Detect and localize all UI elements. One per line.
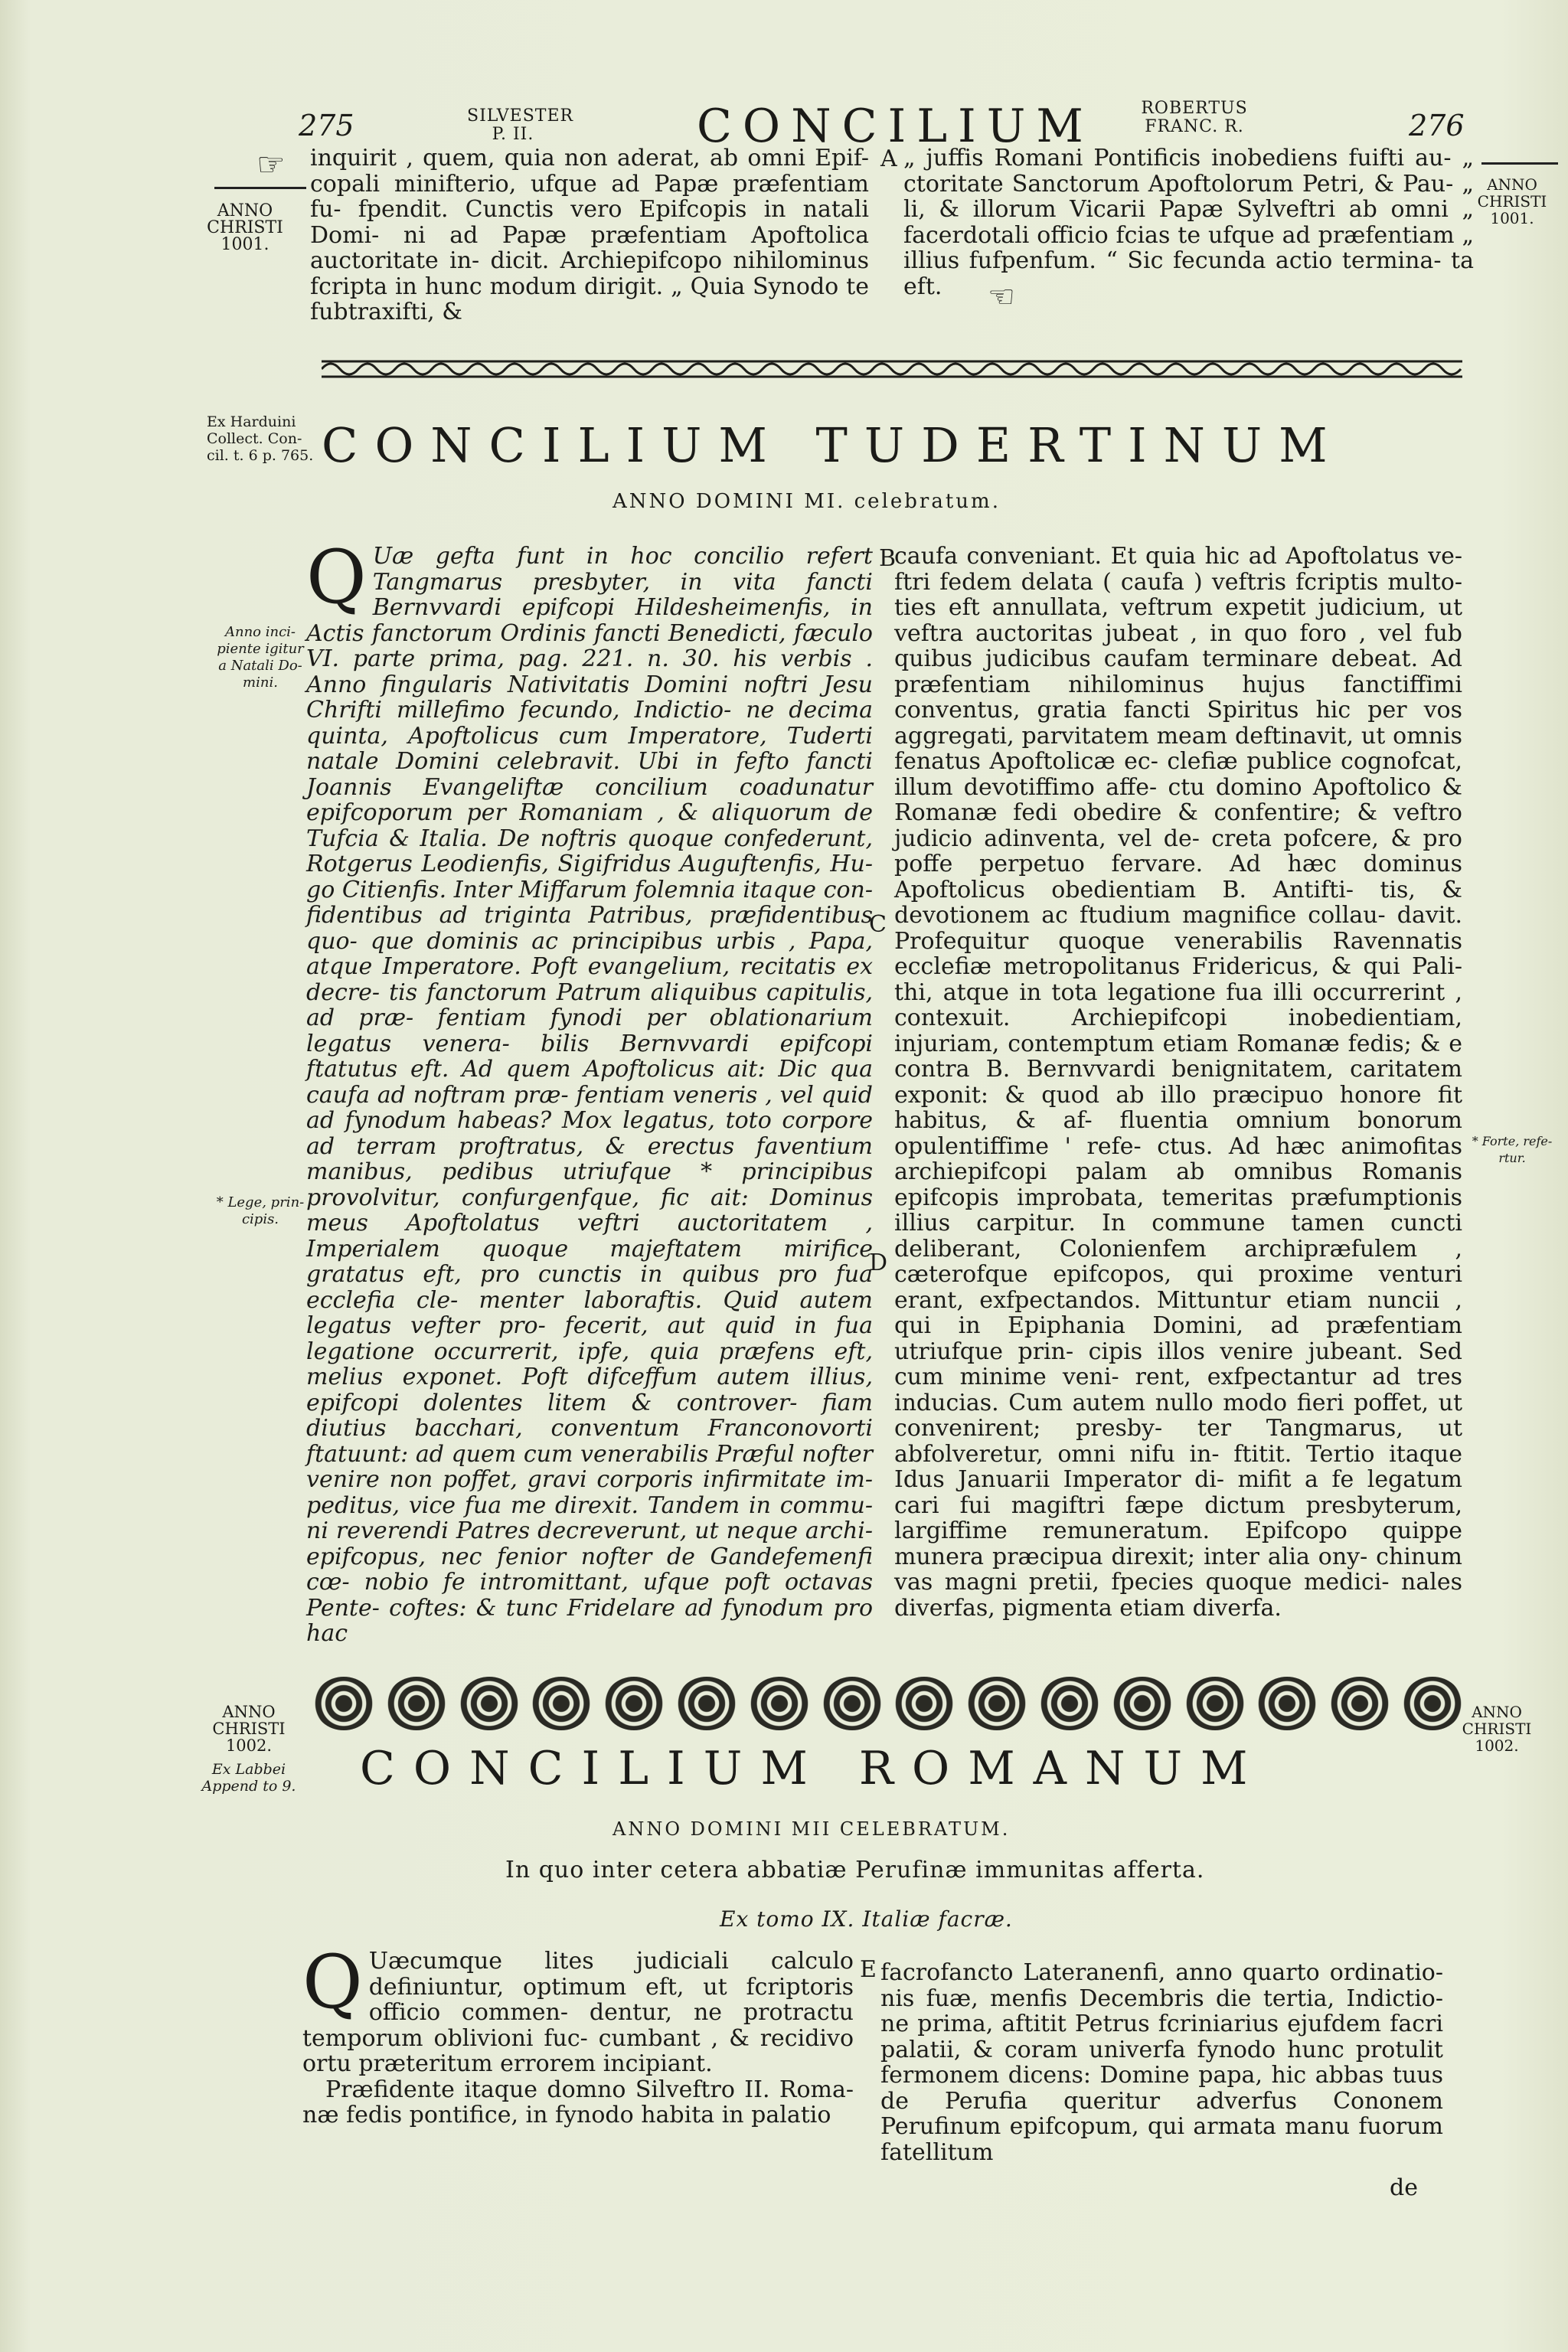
- romanum-summary-line: In quo inter cetera abbatiæ Perufinæ immunitas afferta.: [505, 1857, 1205, 1883]
- rosette-ornament: [1403, 1677, 1462, 1730]
- section-title-tudertinum: CONCILIUM TUDERTINUM: [322, 417, 1344, 473]
- pointing-hand-icon: ☞: [256, 145, 286, 183]
- romanum-left-paragraph-2: Præfidente itaque domno Silveftro II. Roma- næ fedis pontifice, in fynodo habita in palatio: [302, 2076, 854, 2128]
- running-head-title: CONCILIUM: [697, 100, 1094, 153]
- right-label-line-2: FRANC. R.: [1145, 117, 1244, 136]
- ornament-rule: [322, 358, 1462, 380]
- margin-note-forte: * Forte, refe- rtur.: [1472, 1134, 1553, 1165]
- top-margin-year-right: ANNO CHRISTI 1001.: [1477, 175, 1547, 227]
- rosette-ornament-band: [314, 1669, 1462, 1738]
- rosette-ornament: [1257, 1677, 1317, 1730]
- rosette-ornament: [531, 1677, 591, 1730]
- section-title-romanum: CONCILIUM ROMANUM: [360, 1742, 1266, 1795]
- rosette-ornament: [1330, 1677, 1390, 1730]
- margin-rule: [214, 187, 306, 189]
- section-subtitle-tudertinum: ANNO DOMINI MI. celebratum.: [612, 490, 1001, 513]
- drop-cap: Q: [306, 534, 367, 620]
- column-marker-c: C: [869, 911, 887, 938]
- romanum-source-line: Ex tomo IX. Italiæ facræ.: [720, 1906, 1013, 1932]
- romanum-left-column: [302, 1939, 854, 2128]
- rosette-ornament: [677, 1677, 737, 1730]
- source-note-harduin: Ex Harduini Collect. Con- cil. t. 6 p. 765.: [207, 413, 314, 464]
- rosette-ornament: [604, 1677, 664, 1730]
- romanum-left-paragraph-1: Uæcumque lites judiciali calculo definiuntur, optimum eft, ut fcriptoris officio commen- dentur, ne protractu temporum oblivioni fuc- cumbant , & recidivo ortu præteritum errorem incipiant.: [302, 1948, 854, 2077]
- pointing-hand-icon: ☜: [988, 279, 1015, 315]
- top-right-column: „ juffis Romani Pontificis inobediens fuifti au- „ ctoritate Sanctorum Apoftolorum Petri, & Pau- „ li, & illorum Vicarii Papæ Sylveftri ab omni „ facerdotali officio fcias te ufque ad præfentiam „ illius fufpenfum. “ Sic fecunda actio termina- ta eft.: [903, 145, 1474, 300]
- top-left-column: inquirit , quem, quia non aderat, ab omni Epif- copali minifterio, ufque ad Papæ præfentiam fu- fpendit. Cunctis vero Epifcopis in natali Domi- ni ad Papæ præfentiam Apoftolica auctoritate in- dicit. Archiepifcopo nihilominus fcripta in hunc modum dirigit. „ Quia Synodo te fubtraxifti, &: [310, 145, 869, 325]
- rosette-ornament: [894, 1677, 954, 1730]
- column-marker-a: A: [880, 145, 897, 172]
- tudertinum-left-text: Uæ gefta funt in hoc concilio refert Tangmarus presbyter, in vita fancti Bernvvardi epifcopi Hildesheimenfis, in Actis fanctorum Ordinis fancti Benedicti, fæculo VI. parte prima, pag. 221. n. 30. his verbis . Anno fingularis Nativitatis Domini noftri Jesu Chrifti millefimo fecundo, Indictio- ne decima quinta, Apoftolicus cum Imperatore, Tuderti natale Domini celebravit. Ubi in fefto fancti Joannis Evangeliftæ concilium coadunatur epifcoporum per Romaniam , & aliquorum de Tufcia & Italia. De noftris quoque confederunt, Rotgerus Leodienfis, Sigifridus Auguftenfis, Hu- go Citienfis. Inter Miffarum folemnia itaque con- fidentibus ad triginta Patribus, præfidentibus quo- que dominis ac principibus urbis , Papa, atque Imperatore. Poft evangelium, recitatis ex decre- tis fanctorum Patrum aliquibus capitulis, ad præ- fentiam fynodi per oblationarium legatus venera- bilis Bernvvardi epifcopi ftatutus eft. Ad quem Apoftolicus ait: Dic qua caufa ad noftram præ- fentiam veneris , vel quid ad fynodum habeas? Mox legatus, toto corpore ad terram proftratus, & erectus faventium manibus, pedibus utriufque * principibus provolvitur, confurgenfque, fic ait: Dominus meus Apoftolatus veftri auctoritatem , Imperialem quoque majeftatem mirifice gratatus eft, pro cunctis in quibus pro fua ecclefia cle- menter laboraftis. Quid autem legatus vefter pro- fecerit, aut quid in fua legatione occurrerit, ipfe, quia præfens eft, melius exponet. Poft difceffum autem illius, epifcopi dolentes litem & controver- fiam diutius bacchari, conventum Franconovorti ftatuunt: ad quem cum venerabilis Præful nofter venire non poffet, gravi corporis infirmitate im- peditus, vice fua me direxit. Tandem in commu- ni reverendi Patres decreverunt, ut neque archi- epifcopus, nec fenior nofter de Gandefemenfi cœ- nobio fe intromittant, ufque poft octavas Pente- coftes: & tunc Fridelare ad fynodum pro hac: [306, 543, 873, 1647]
- rosette-ornament: [967, 1677, 1027, 1730]
- margin-note-anno: Anno inci- piente igitur a Natali Do- mini.: [217, 624, 304, 691]
- rosette-ornament: [750, 1677, 809, 1730]
- top-margin-year-left: ANNO CHRISTI 1001.: [207, 201, 283, 254]
- catchword: de: [1390, 2174, 1418, 2201]
- margin-note-lege: * Lege, prin- cipis.: [216, 1194, 305, 1227]
- tudertinum-left-column: [306, 534, 873, 1647]
- right-label-line-1: ROBERTUS: [1141, 99, 1248, 118]
- page-number-left: 275: [299, 109, 354, 142]
- rosette-ornament: [314, 1677, 374, 1730]
- running-head-left-label: [467, 106, 574, 144]
- rosette-ornament: [1040, 1677, 1099, 1730]
- romanum-source-note: Ex Labbei Append to 9.: [201, 1761, 296, 1795]
- margin-rule: [1481, 162, 1558, 165]
- romanum-margin-year-right: ANNO CHRISTI 1002.: [1462, 1703, 1532, 1755]
- page-number-right: 276: [1409, 109, 1465, 142]
- rosette-ornament: [387, 1677, 446, 1730]
- romanum-right-column: facrofancto Lateranenfi, anno quarto ordinatio- nis fuæ, menfis Decembris die tertia, Indictio- ne prima, aftitit Petrus fcriniarius ejufdem facri palatii, & coram univerfa fynodo hunc protulit fermonem dicens: Domine papa, hic abbas tuus de Perufia queritur adverfus Cononem Perufinum epifcopum, qui armata manu fuorum fatellitum: [880, 1959, 1443, 2166]
- rosette-ornament: [1112, 1677, 1172, 1730]
- column-marker-b: B: [879, 545, 897, 572]
- rosette-ornament: [459, 1677, 519, 1730]
- left-label-line-2: P. II.: [492, 125, 534, 144]
- tudertinum-right-column: caufa conveniant. Et quia hic ad Apoftolatus ve- ftri fedem delata ( caufa ) veftris fcriptis multo- ties eft annullata, veftrum expetit judicium, ut veftra auctoritas jubeat , in quo foro , vel fub quibus judicibus caufam terminare debeat. Ad præfentiam nihilominus hujus fanctiffimi conventus, gratia fancti Spiritus hic per vos aggregati, parvitatem meam deftinavit, ut omnis fenatus Apoftolicæ ec- clefiæ publice cognofcat, illum devotiffimo affe- ctu domino Apoftolico & Romanæ fedi obedire & confentire; & veftro judicio adinventa, vel de- creta pofcere, & pro poffe perpetuo fervare. Ad hæc dominus Apoftolicus obedientiam B. Antifti- tis, & devotionem ac ftudium magnifice collau- davit. Profequitur quoque venerabilis Ravennatis ecclefiæ metropolitanus Fridericus, & qui Pali- thi, atque in tota legatione fua illi occurrerint , contexuit. Archiepifcopi inobedientiam, injuriam, contemptum etiam Romanæ fedis; & e contra B. Bernvvardi benignitatem, caritatem exponit: & quod ab illo præcipuo honore fit habitus, & af- fluentia omnium bonorum opulentiffime ' refe- ctus. Ad hæc animofitas archiepifcopi palam ab omnibus Romanis epifcopis improbata, temeritas præfumptionis illius carpitur. In commune tamen cuncti deliberant, Colonienfem archipræfulem , cæterofque epifcopos, qui proxime venturi erant, exfpectandos. Mittuntur etiam nuncii , qui in Epiphania Domini, ad præfentiam utriufque prin- cipis illos venire jubeant. Sed cum minime veni- rent, exfpectantur ad tres inducias. Cum autem nullo modo fieri poffet, ut convenirent; presby- ter Tangmarus, ut abfolveretur, omni nifu in- ftitit. Tertio itaque Idus Januarii Imperator di- mifit a fe legatum cari fui magiftri fæpe dictum presbyterum, largiffime remuneratum. Epifcopo quippe munera præcipua direxit; inter alia ony- chinum vas magni pretii, fpecies quoque medici- nales diverfas, pigmenta etiam diverfa.: [894, 543, 1462, 1622]
- left-label-line-1: SILVESTER: [467, 106, 574, 126]
- column-marker-d: D: [869, 1250, 888, 1276]
- rosette-ornament: [1185, 1677, 1245, 1730]
- section-subtitle-romanum: ANNO DOMINI MII CELEBRATUM.: [612, 1818, 1011, 1840]
- rosette-ornament: [822, 1677, 882, 1730]
- romanum-margin-year-left: ANNO CHRISTI 1002.: [212, 1703, 286, 1755]
- running-head-right-label: [1133, 100, 1256, 136]
- column-marker-e: E: [860, 1956, 877, 1983]
- drop-cap: Q: [302, 1939, 363, 2025]
